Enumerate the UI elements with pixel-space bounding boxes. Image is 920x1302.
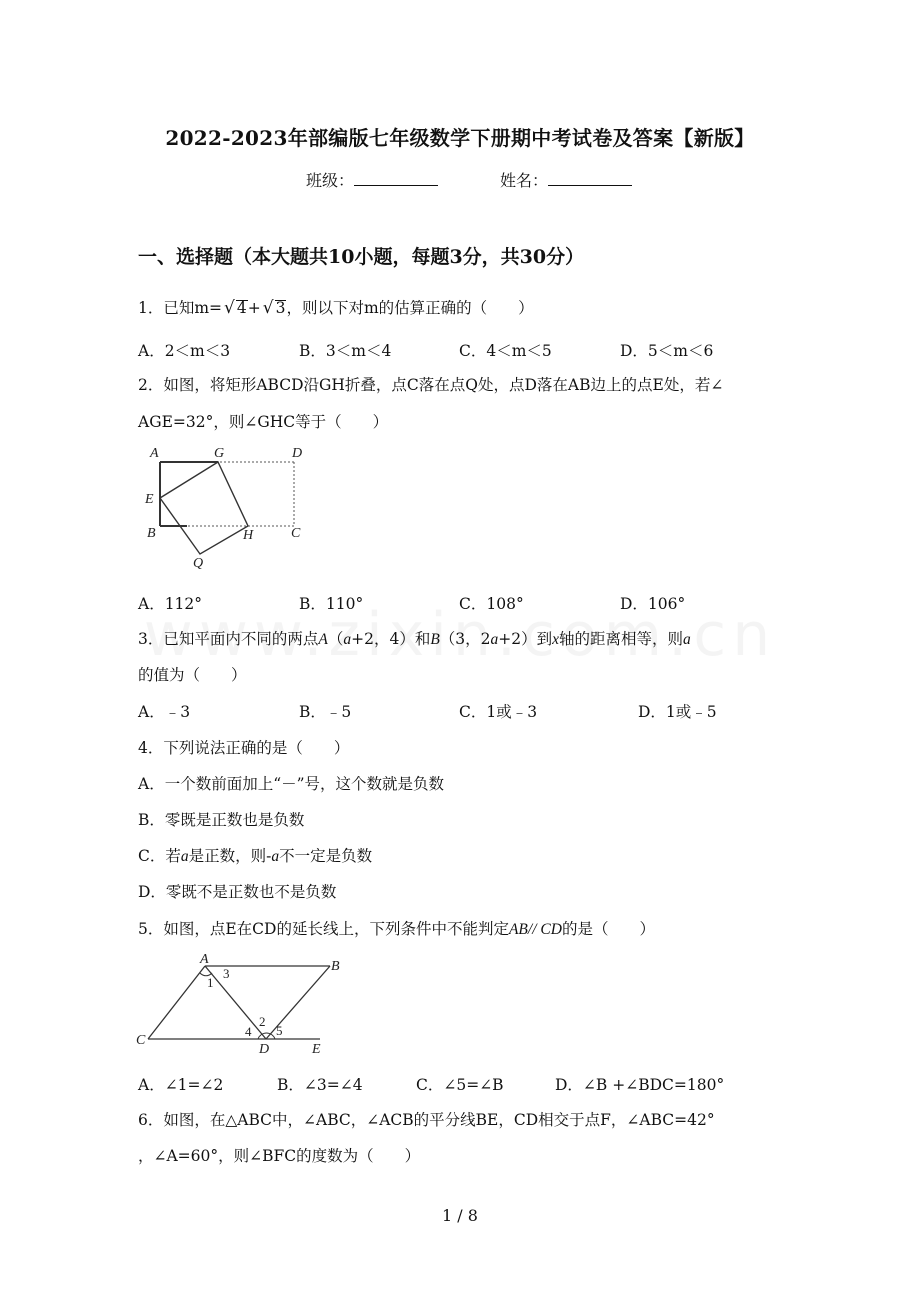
q3-text: （ — [327, 630, 344, 648]
fig2-label-e: E — [145, 492, 154, 507]
sqrt-symbol: √ — [262, 298, 274, 318]
fig5-angle-3: 3 — [223, 966, 230, 981]
fig5-angle-2: 2 — [259, 1014, 266, 1029]
fig2-label-d: D — [292, 446, 303, 461]
fig5-line-ac — [148, 966, 205, 1039]
fig2-label-h: H — [243, 528, 254, 543]
q3-option-c: C．1或﹣3 — [459, 703, 538, 721]
q1-suffix: ，则以下对m的估算正确的（ ） — [286, 299, 534, 317]
q1-option-d: D．5＜m＜6 — [620, 342, 714, 360]
name-label: 姓名： — [500, 171, 549, 190]
fig5-angle-1: 1 — [207, 975, 214, 990]
q1-radicand-1: 4 — [236, 299, 247, 317]
fig5-angle-4: 4 — [245, 1024, 252, 1039]
q4c-var: a — [271, 848, 280, 865]
q6-line-1: 6．如图，在△ABC中，∠ABC，∠ACB的平分线BE，CD相交于点F，∠ABC=42° — [138, 1111, 715, 1129]
section-heading: 一、选择题（本大题共10小题，每题3分，共30分） — [138, 246, 585, 268]
fig2-label-c: C — [291, 526, 301, 541]
q3-text: +2）到 — [498, 630, 553, 648]
fig2-label-g: G — [214, 446, 225, 461]
q4c-text: C．若 — [138, 847, 181, 865]
q3-line-2: 的值为（ ） — [138, 666, 247, 684]
q5-figure — [130, 948, 340, 1060]
fig5-label-b: B — [331, 959, 340, 974]
q1-option-c: C．4＜m＜5 — [459, 342, 552, 360]
q3-var: x — [552, 631, 560, 648]
q3-text: 3．已知平面内不同的两点 — [138, 630, 319, 648]
q3-var: A — [318, 631, 328, 648]
fig5-label-d: D — [259, 1042, 270, 1057]
q2-option-d: D．106° — [620, 595, 686, 613]
q4c-text: 是正数，则- — [188, 847, 272, 865]
class-field — [306, 168, 438, 191]
fig5-line-ad — [205, 966, 266, 1039]
page-number: 1 / 8 — [442, 1206, 478, 1225]
q3-option-d: D．1或﹣5 — [638, 703, 717, 721]
fig2-folded-quad — [160, 462, 248, 554]
q1-plus: + — [247, 299, 261, 317]
q3-option-b: B．﹣5 — [299, 703, 352, 721]
q4-option-d: D．零既不是正数也不是负数 — [138, 883, 337, 901]
fig5-label-a: A — [200, 952, 209, 967]
fig5-angle-5: 5 — [276, 1023, 283, 1038]
watermark — [0, 600, 920, 670]
fig5-label-e: E — [312, 1042, 321, 1057]
q4c-text: 不一定是负数 — [279, 847, 373, 865]
q6-line-2: ，∠A=60°，则∠BFC的度数为（ ） — [138, 1147, 421, 1165]
q5-option-b: B．∠3=∠4 — [277, 1076, 363, 1094]
page-title: 2022-2023年部编版七年级数学下册期中考试卷及答案【新版】 — [165, 126, 755, 150]
q4-option-c — [138, 844, 372, 866]
q4-option-b: B．零既是正数也是负数 — [138, 811, 305, 829]
q3-text: +2，4）和 — [351, 630, 431, 648]
q1-prefix: 1．已知m= — [138, 299, 223, 317]
q4-option-a: A．一个数前面加上“－”号，这个数就是负数 — [138, 775, 445, 793]
q3-var: a — [683, 631, 691, 648]
q1-radicand-2: 3 — [275, 299, 286, 317]
q5-option-a: A．∠1=∠2 — [138, 1076, 224, 1094]
q3-var: B — [430, 631, 440, 648]
fig5-label-c: C — [136, 1033, 146, 1048]
class-label: 班级： — [306, 171, 355, 190]
name-blank[interactable] — [548, 170, 632, 186]
q2-option-c: C．108° — [459, 595, 524, 613]
q2-line-2: AGE=32°，则∠GHC等于（ ） — [138, 413, 389, 431]
q4c-var: a — [180, 848, 189, 865]
q1-option-b: B．3＜m＜4 — [299, 342, 392, 360]
q4-stem: 4．下列说法正确的是（ ） — [138, 739, 350, 757]
q5-option-d: D．∠B +∠BDC=180° — [555, 1076, 725, 1094]
sqrt-symbol: √ — [224, 298, 235, 318]
q1-option-a: A．2＜m＜3 — [138, 342, 231, 360]
q3-var: a — [490, 631, 499, 648]
q5-option-c: C．∠5=∠B — [416, 1076, 504, 1094]
q3-text: （3，2 — [439, 630, 491, 648]
q5-text: 的是（ ） — [561, 920, 655, 938]
fig2-label-b: B — [147, 526, 156, 541]
q5-text: 5．如图，点E在CD的延长线上，下列条件中不能判定 — [138, 920, 509, 938]
q3-var: a — [343, 631, 352, 648]
q2-figure — [140, 440, 320, 575]
q3-option-a: A．﹣3 — [138, 703, 191, 721]
q5-parallel: AB// CD — [508, 921, 562, 938]
fig2-label-a: A — [150, 446, 159, 461]
q3-text: 轴的距离相等，则 — [559, 630, 684, 648]
q2-line-1: 2．如图，将矩形ABCD沿GH折叠，点C落在点Q处，点D落在AB边上的点E处，若∠ — [138, 376, 724, 394]
fig2-label-q: Q — [193, 556, 204, 571]
q2-option-a: A．112° — [138, 595, 203, 613]
class-blank[interactable] — [354, 170, 438, 186]
q5-stem — [138, 917, 655, 939]
name-field — [500, 168, 632, 191]
question-1 — [138, 296, 534, 318]
q2-option-b: B．110° — [299, 595, 364, 613]
